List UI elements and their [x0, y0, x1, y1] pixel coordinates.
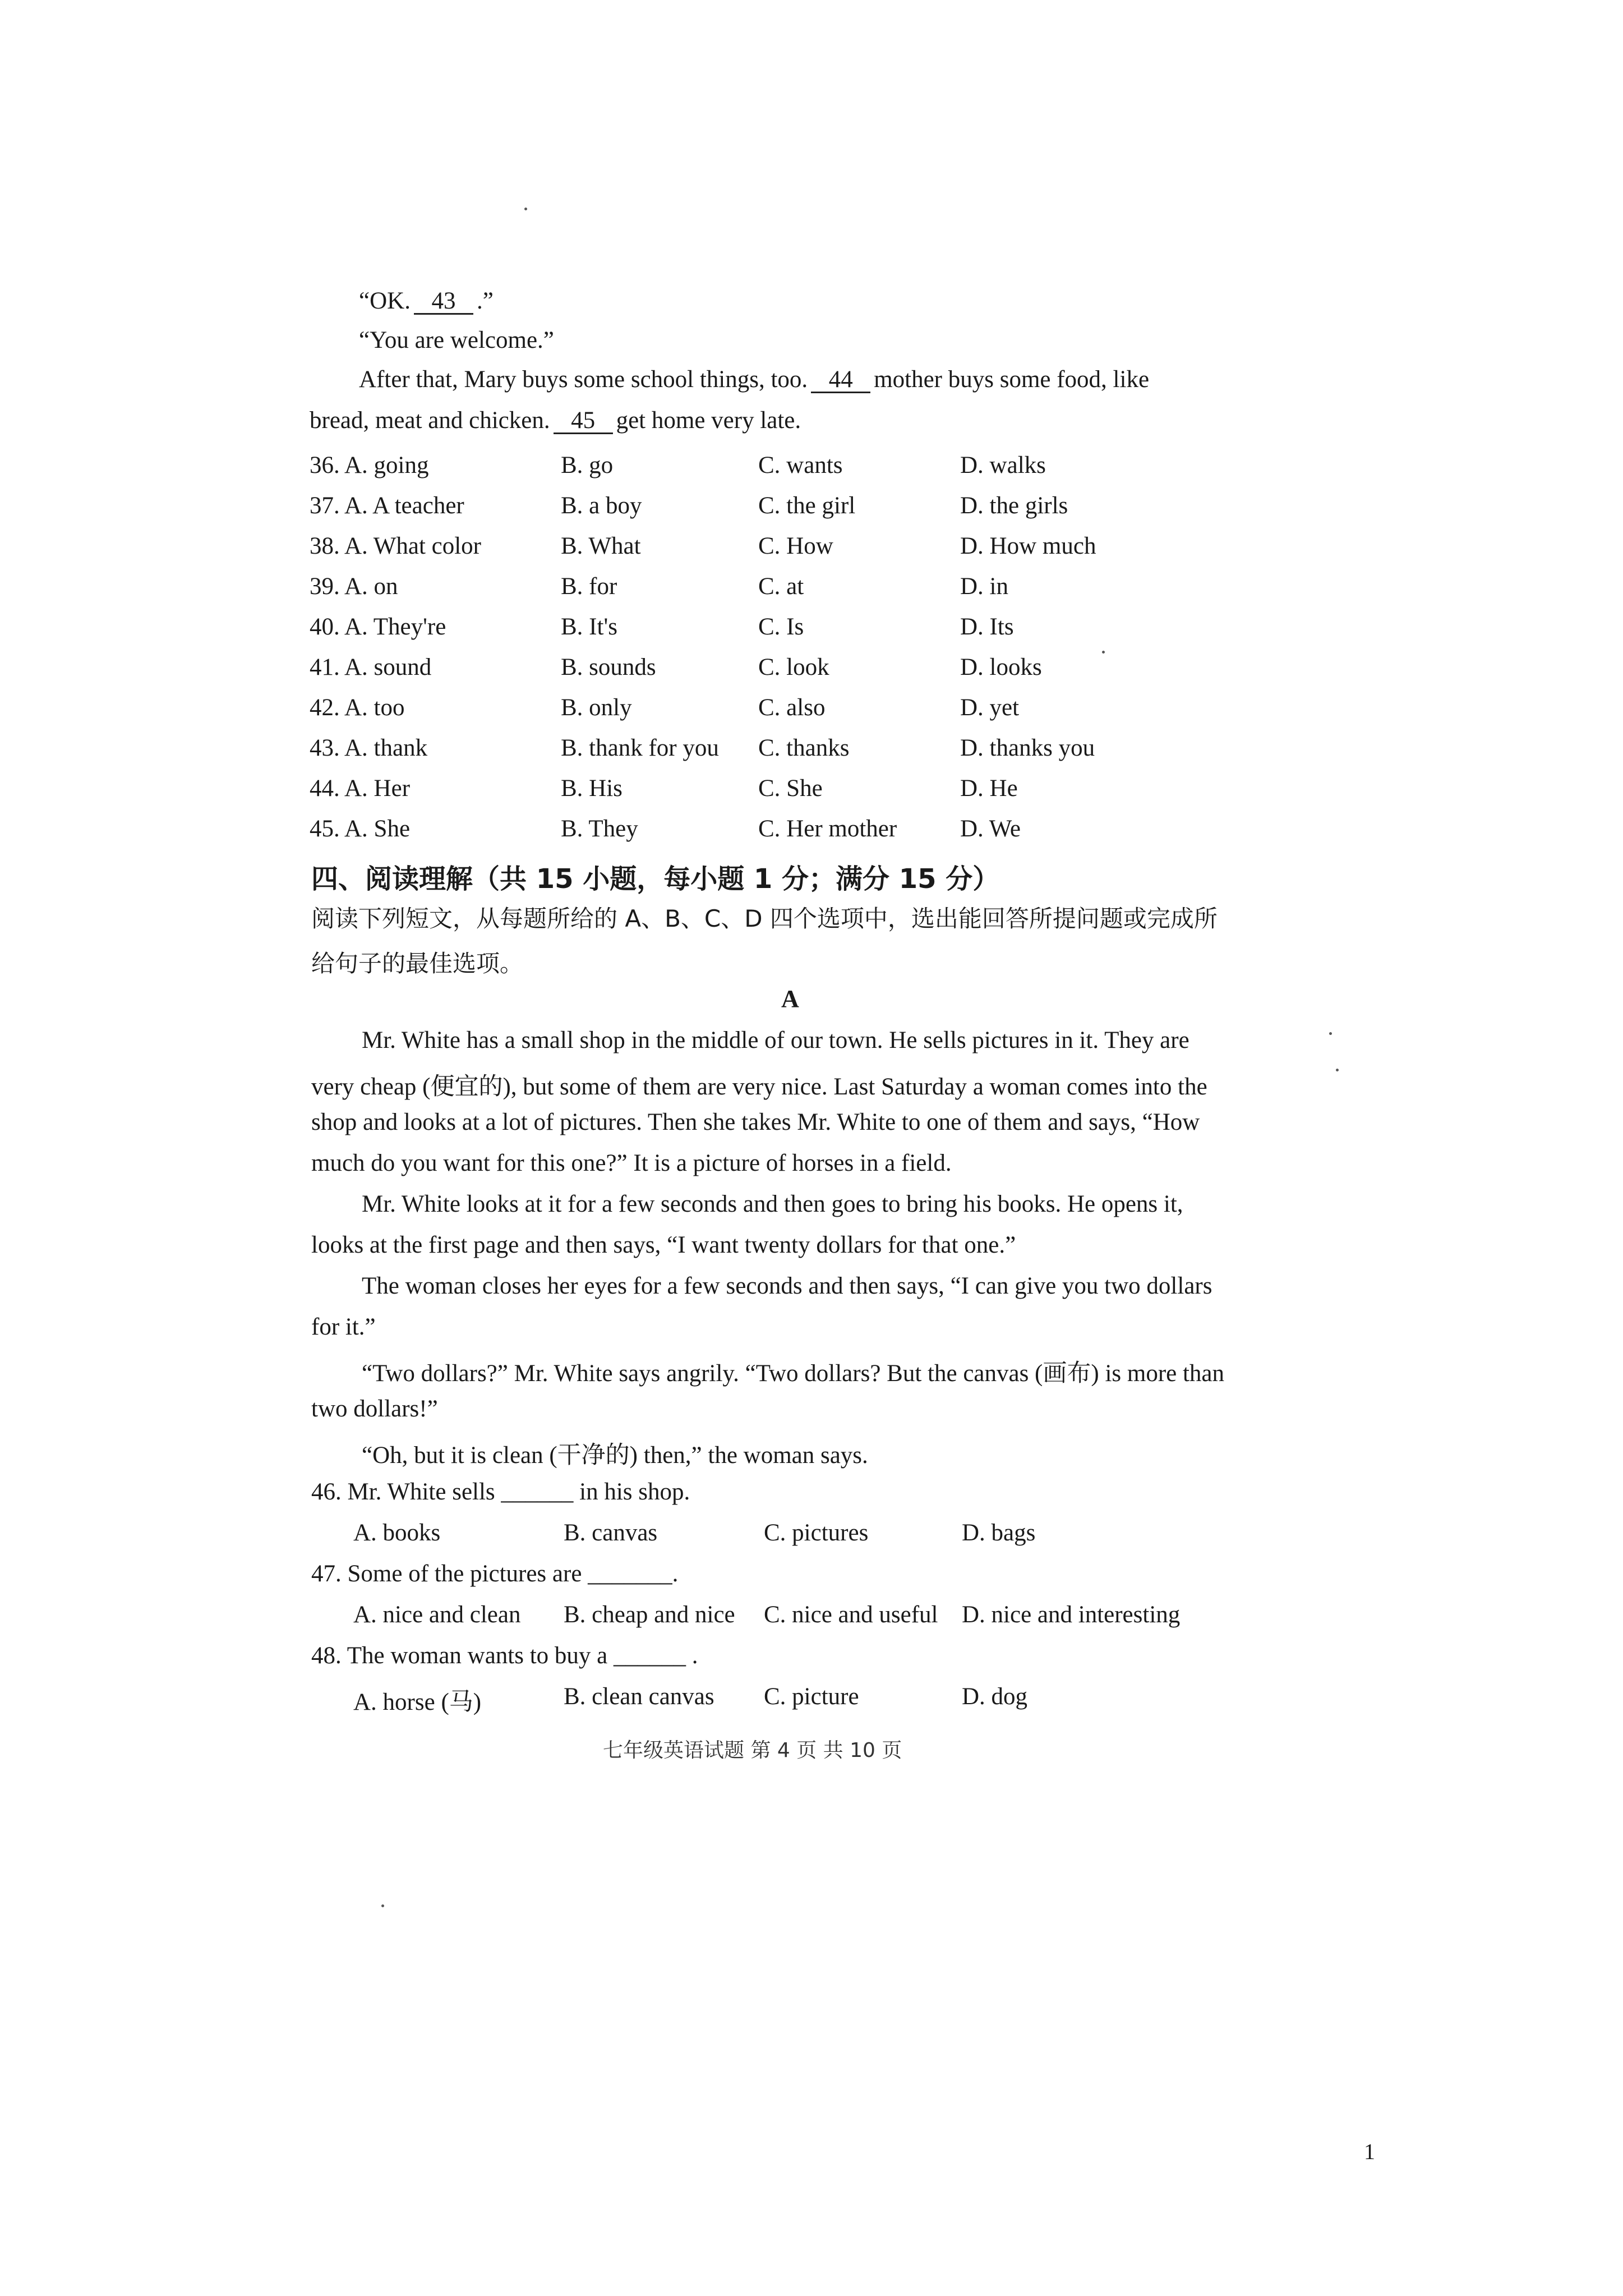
option-d: D. the girls: [960, 493, 1068, 519]
question-number: 41.: [310, 654, 340, 680]
passage-line: very cheap (便宜的), but some of them are very nice. Last Saturday a woman comes into the: [311, 1074, 1207, 1100]
option-a: A. What color: [344, 533, 481, 559]
option-b: B. for: [561, 573, 617, 600]
option-c: C. wants: [758, 452, 843, 478]
scan-speck: [1336, 1069, 1339, 1071]
scan-speck: [1102, 651, 1105, 654]
option-a: A. on: [344, 573, 398, 600]
option-d: D. bags: [962, 1520, 1036, 1546]
option-c: C. How: [758, 533, 833, 559]
cloze-text: “OK.: [359, 288, 411, 314]
option-c: C. thanks: [758, 735, 850, 761]
option-b: B. go: [561, 452, 614, 478]
option-d: D. looks: [960, 654, 1042, 680]
scan-speck: [1329, 1032, 1332, 1035]
cloze-text: bread, meat and chicken.: [310, 407, 550, 434]
option-a: A. nice and clean: [353, 1602, 521, 1628]
option-b: B. His: [561, 775, 623, 802]
scan-speck: [524, 208, 527, 210]
passage-line: shop and looks at a lot of pictures. Then she takes Mr. White to one of them and says, “How: [311, 1109, 1200, 1135]
passage-line: two dollars!”: [311, 1396, 438, 1422]
question-number: 37.: [310, 493, 340, 519]
question-number: 36.: [310, 452, 340, 478]
section-instruction: 给句子的最佳选项。: [311, 950, 524, 977]
section-instruction: 阅读下列短文，从每题所给的 A、B、C、D 四个选项中，选出能回答所提问题或完成所: [311, 905, 1218, 932]
option-b: B. They: [561, 816, 638, 842]
option-b: B. It's: [561, 614, 617, 640]
option-b: B. thank for you: [561, 735, 719, 761]
passage-line: much do you want for this one?” It is a picture of horses in a field.: [311, 1150, 952, 1176]
option-b: B. canvas: [564, 1520, 658, 1546]
question-number: 40.: [310, 614, 340, 640]
cloze-text: get home very late.: [616, 407, 801, 434]
option-a: A. going: [344, 452, 429, 478]
option-b: B. cheap and nice: [564, 1602, 735, 1628]
passage-line: for it.”: [311, 1314, 376, 1340]
section-heading: 四、阅读理解（共 15 小题，每小题 1 分；满分 15 分）: [311, 863, 1000, 895]
question-number: 43.: [310, 735, 340, 761]
option-c: C. also: [758, 694, 826, 721]
question-stem: 47. Some of the pictures are _______.: [311, 1561, 679, 1587]
option-c: C. nice and useful: [764, 1602, 938, 1628]
option-a: A. books: [353, 1520, 441, 1546]
passage-line: “Two dollars?” Mr. White says angrily. “Two dollars? But the canvas (画布) is more than: [362, 1360, 1225, 1387]
option-d: D. We: [960, 816, 1021, 842]
cloze-text: mother buys some food, like: [874, 366, 1150, 393]
option-a: A. too: [344, 694, 405, 721]
cloze-line: [310, 408, 801, 434]
option-d: D. dog: [962, 1683, 1028, 1710]
passage-line: The woman closes her eyes for a few seconds and then says, “I can give you two dollars: [362, 1273, 1212, 1299]
cloze-text: .”: [476, 288, 494, 314]
option-c: C. Is: [758, 614, 804, 640]
question-number: 39.: [310, 573, 340, 600]
passage-line: Mr. White has a small shop in the middle of our town. He sells pictures in it. They are: [362, 1027, 1189, 1053]
cloze-blank: 43: [414, 289, 473, 315]
cloze-line: “You are welcome.”: [359, 327, 554, 353]
option-c: C. the girl: [758, 493, 856, 519]
option-d: D. Its: [960, 614, 1014, 640]
option-c: C. pictures: [764, 1520, 869, 1546]
option-d: D. How much: [960, 533, 1096, 559]
option-a: A. She: [344, 816, 411, 842]
option-c: C. at: [758, 573, 804, 600]
question-number: 42.: [310, 694, 340, 721]
option-a: A. horse (马): [353, 1689, 482, 1715]
passage-label: A: [781, 985, 799, 1013]
cloze-blank: 44: [811, 367, 870, 393]
question-stem: 48. The woman wants to buy a ______ .: [311, 1642, 698, 1669]
option-a: A. sound: [344, 654, 432, 680]
option-d: D. nice and interesting: [962, 1602, 1181, 1628]
question-stem: 46. Mr. White sells ______ in his shop.: [311, 1479, 690, 1505]
option-d: D. thanks you: [960, 735, 1095, 761]
option-d: D. He: [960, 775, 1018, 802]
option-d: D. walks: [960, 452, 1046, 478]
cloze-blank: 45: [554, 408, 613, 434]
cloze-line: [359, 289, 494, 315]
question-number: 38.: [310, 533, 340, 559]
question-number: 44.: [310, 775, 340, 802]
option-d: D. in: [960, 573, 1008, 600]
option-a: A. Her: [344, 775, 411, 802]
option-a: A. A teacher: [344, 493, 464, 519]
option-c: C. look: [758, 654, 829, 680]
passage-line: “Oh, but it is clean (干净的) then,” the woman says.: [362, 1442, 868, 1469]
option-b: B. What: [561, 533, 641, 559]
option-b: B. sounds: [561, 654, 656, 680]
option-b: B. only: [561, 694, 632, 721]
option-c: C. Her mother: [758, 816, 897, 842]
scan-speck: [381, 1904, 384, 1907]
option-b: B. clean canvas: [564, 1683, 714, 1710]
option-b: B. a boy: [561, 493, 642, 519]
page-footer: 七年级英语试题 第 4 页 共 10 页: [603, 1739, 902, 1762]
option-a: A. thank: [344, 735, 428, 761]
passage-line: Mr. White looks at it for a few seconds and then goes to bring his books. He opens it,: [362, 1191, 1183, 1217]
passage-line: looks at the first page and then says, “I want twenty dollars for that one.”: [311, 1232, 1016, 1258]
cloze-text: After that, Mary buys some school things, too.: [359, 366, 808, 393]
page-number: 1: [1364, 2139, 1375, 2164]
option-c: C. She: [758, 775, 823, 802]
question-number: 45.: [310, 816, 340, 842]
option-d: D. yet: [960, 694, 1020, 721]
cloze-line: [359, 367, 1149, 393]
option-a: A. They're: [344, 614, 446, 640]
option-c: C. picture: [764, 1683, 859, 1710]
